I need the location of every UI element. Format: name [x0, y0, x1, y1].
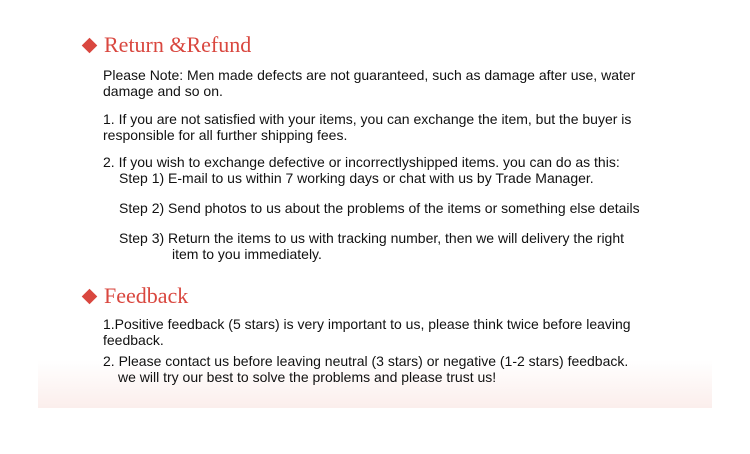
feedback-point-2-line-1: 2. Please contact us before leaving neutral (3 stars) or negative (1-2 stars) feedback. — [103, 353, 629, 369]
return-step-3-line-2: item to you immediately. — [172, 246, 322, 262]
return-refund-heading — [82, 32, 251, 58]
feedback-heading-label: Feedback — [104, 283, 189, 308]
return-point-2: 2. If you wish to exchange defective or incorrectlyshipped items. you can do as this: — [103, 154, 620, 170]
feedback-heading — [82, 283, 188, 309]
feedback-point-1: 1.Positive feedback (5 stars) is very important to us, please think twice before leaving feedback. — [103, 316, 631, 348]
return-step-1: Step 1) E-mail to us within 7 working days or chat with us by Trade Manager. — [119, 170, 594, 186]
return-step-2: Step 2) Send photos to us about the problems of the items or something else details — [119, 200, 640, 216]
diamond-icon — [82, 288, 98, 304]
return-point-1: 1. If you are not satisfied with your items, you can exchange the item, but the buyer is responsible for all further shipping fees. — [103, 111, 632, 143]
return-refund-heading-label: Return &Refund — [104, 32, 252, 57]
feedback-point-2-line-2: we will try our best to solve the problems and please trust us! — [118, 369, 497, 385]
return-step-3-line-1: Step 3) Return the items to us with tracking number, then we will delivery the right — [119, 230, 625, 246]
diamond-icon — [82, 37, 98, 53]
return-note: Please Note: Men made defects are not guaranteed, such as damage after use, water damage and so on. — [103, 67, 636, 99]
